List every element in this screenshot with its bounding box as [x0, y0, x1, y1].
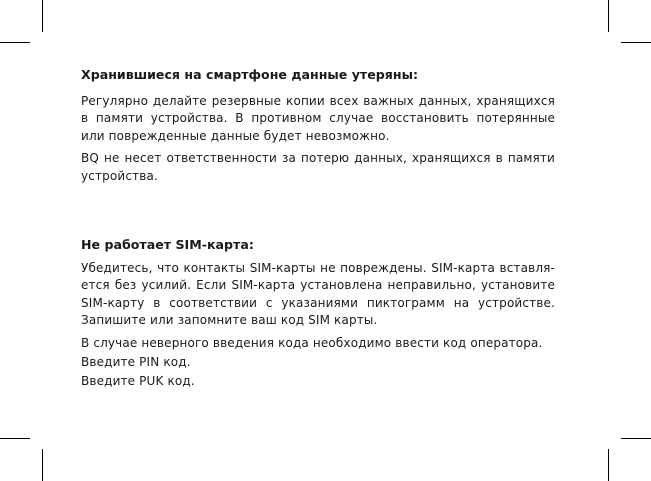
section-data-loss — [81, 66, 555, 185]
section-sim-card-line-operator-code: В случае неверного введения кода необходимо ввести код оператора. — [81, 335, 543, 350]
section-sim-card-line-puk: Введите PUK код. — [81, 374, 195, 389]
crop-mark-top-left-vertical — [42, 0, 43, 32]
crop-mark-bottom-left-vertical — [42, 449, 43, 481]
section-data-loss-title: Хранившиеся на смартфоне данные утеряны: — [81, 67, 418, 82]
crop-mark-bottom-right-vertical — [608, 449, 609, 481]
document-content — [81, 66, 555, 391]
section-sim-card-paragraph-instructions: Убедитесь, что контакты SIM-карты не повреждены. SIM-карта вставля-ется без усилий. Если SIM-карта установлена неправильно, установите SIM-карту в соответствии с указаниями пиктограмм на устройстве. Запишите или запомните ваш код SIM карты. — [81, 261, 555, 328]
section-data-loss-paragraph-liability: BQ не несет ответственности за потерю данных, хранящихся в памяти устройства. — [81, 151, 555, 183]
crop-mark-top-left-horizontal — [0, 42, 30, 43]
crop-mark-top-right-horizontal — [621, 42, 651, 43]
crop-mark-bottom-left-horizontal — [0, 438, 30, 439]
section-sim-card — [81, 236, 555, 391]
crop-mark-top-right-vertical — [608, 0, 609, 32]
section-sim-card-title: Не работает SIM-карта: — [81, 237, 254, 253]
section-sim-card-line-pin: Введите PIN код. — [81, 355, 191, 370]
section-data-loss-paragraph-backup: Регулярно делайте резервные копии всех важных данных, хранящихся в памяти устройства. В противном случае восстановить потерянные или поврежденные данные будет невозможно. — [81, 94, 555, 143]
crop-mark-bottom-right-horizontal — [621, 438, 651, 439]
